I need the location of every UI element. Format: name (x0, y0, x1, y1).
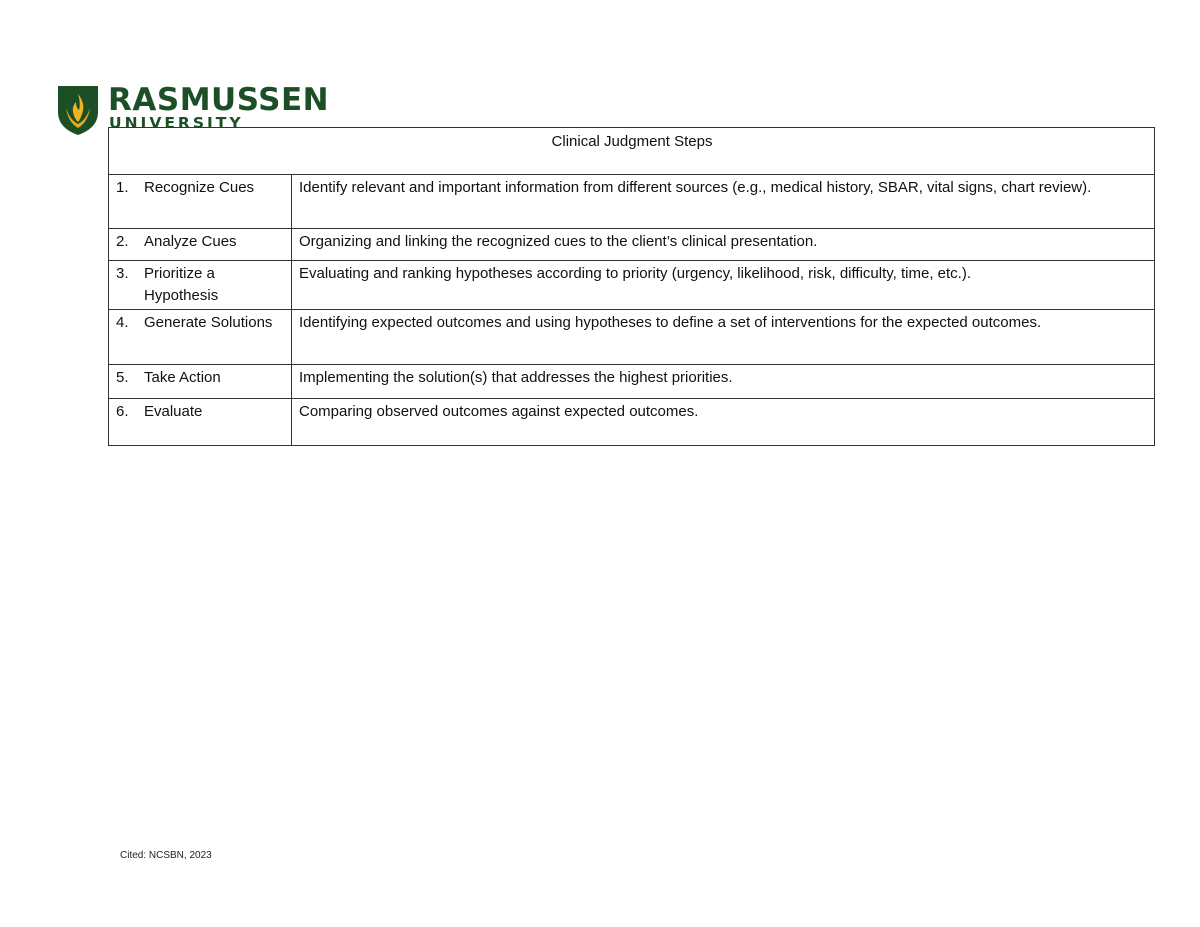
step-label: Recognize Cues (144, 179, 255, 196)
clinical-judgment-table (108, 127, 1155, 446)
step-description: Comparing observed outcomes against expected outcomes. (292, 399, 1155, 446)
step-description: Implementing the solution(s) that addresses the highest priorities. (292, 365, 1155, 399)
step-number: 2. (116, 233, 129, 250)
step-number: 4. (116, 314, 129, 331)
table-title: Clinical Judgment Steps (109, 128, 1155, 175)
step-cell (109, 365, 292, 399)
table-row (109, 261, 1155, 310)
table-row (109, 175, 1155, 229)
step-label: Generate Solutions (144, 314, 273, 331)
step-number: 1. (116, 179, 129, 196)
step-label: Take Action (144, 369, 221, 386)
step-cell (109, 261, 292, 310)
step-number: 6. (116, 403, 129, 420)
citation: Cited: NCSBN, 2023 (120, 850, 212, 861)
table-row (109, 365, 1155, 399)
step-cell (109, 175, 292, 229)
step-description: Evaluating and ranking hypotheses according to priority (urgency, likelihood, risk, difficulty, time, etc.). (292, 261, 1155, 310)
step-cell (109, 310, 292, 365)
step-number: 3. (116, 265, 129, 282)
table-row (109, 399, 1155, 446)
step-number: 5. (116, 369, 129, 386)
step-cell (109, 229, 292, 261)
step-description: Identifying expected outcomes and using hypotheses to define a set of interventions for the expected outcomes. (292, 310, 1155, 365)
step-description: Identify relevant and important information from different sources (e.g., medical history, SBAR, vital signs, chart review). (292, 175, 1155, 229)
table-title-row (109, 128, 1155, 175)
step-label: Prioritize a Hypothesis (144, 265, 219, 304)
step-cell (109, 399, 292, 446)
step-description: Organizing and linking the recognized cues to the client’s clinical presentation. (292, 229, 1155, 261)
step-label: Evaluate (144, 403, 203, 420)
step-label: Analyze Cues (144, 233, 237, 250)
logo-subtitle: UNIVERSITY (109, 114, 244, 132)
flame-shield-icon (56, 82, 100, 136)
logo-name: RASMUSSEN (108, 82, 330, 118)
table-row (109, 310, 1155, 365)
table-row (109, 229, 1155, 261)
